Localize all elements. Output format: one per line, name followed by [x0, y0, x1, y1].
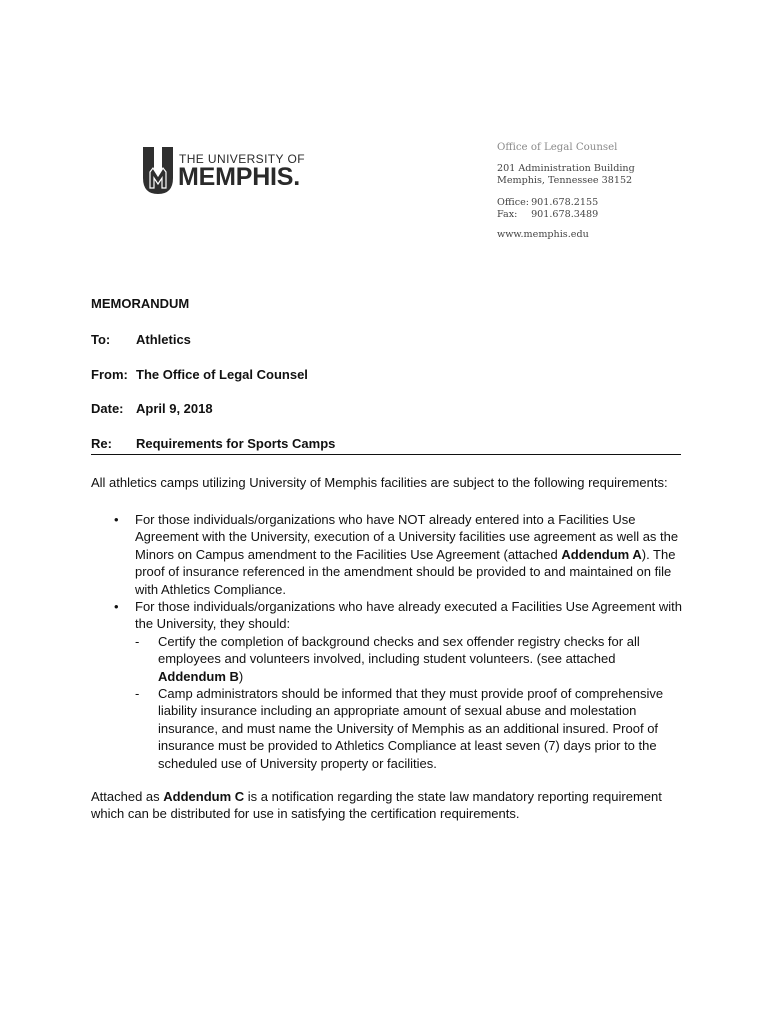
address-line-2: Memphis, Tennessee 38152 [497, 175, 633, 186]
dash-marker: - [135, 633, 140, 649]
closing-paragraph [91, 788, 683, 823]
sub-list-item [91, 685, 683, 772]
logo-line-2: MEMPHIS. [178, 163, 301, 191]
to-value: Athletics [136, 332, 191, 347]
office-phone-row [497, 197, 635, 209]
bullet-1-tail: ). The proof of insurance referenced in the amendment should be provided to and maintained on file with Athletics Compliance. [135, 546, 676, 597]
office-phone-value: 901.678.2155 [531, 197, 599, 208]
date-value: April 9, 2018 [136, 401, 213, 416]
website: www.memphis.edu [497, 229, 589, 240]
dash-1-tail: ) [238, 668, 244, 684]
header-divider [91, 454, 681, 455]
office-address-block [497, 142, 635, 241]
from-value: The Office of Legal Counsel [136, 367, 308, 382]
dash-marker: - [135, 686, 140, 702]
memo-heading: MEMORANDUM [91, 296, 190, 311]
university-logo [142, 146, 305, 198]
address-line-1: 201 Administration Building [497, 163, 635, 174]
from-label: From: [91, 367, 128, 382]
sub-list-item [91, 633, 683, 685]
from-row [91, 367, 308, 382]
to-label: To: [91, 332, 111, 347]
re-value: Requirements for Sports Camps [136, 436, 336, 451]
fax-row [497, 209, 635, 221]
date-row [91, 401, 213, 416]
office-phone-label: Office: [497, 197, 530, 208]
requirements-list [91, 511, 683, 772]
bullet-1-text: For those individuals/organizations who have NOT already entered into a Facilities Use Agreement with the University, execution of a University facilities use agreement as well as the Minors on Campus amendment to the Facilities Use Agreement (attached [135, 512, 679, 562]
logo-line-1: THE UNIVERSITY OF [179, 152, 305, 166]
closing-pre: Attached as [91, 789, 164, 804]
date-label: Date: [91, 401, 124, 416]
office-title: Office of Legal Counsel [497, 142, 618, 153]
fax-label: Fax: [497, 209, 518, 220]
bullet-marker: • [114, 512, 119, 527]
fax-value: 901.678.3489 [531, 209, 599, 220]
addendum-b-ref: Addendum B [158, 668, 239, 684]
to-row [91, 332, 191, 347]
re-row [91, 436, 335, 451]
dash-1-text: Certify the completion of background checks and sex offender registry checks for all employees and volunteers involved, including student volunteers. (see attached [158, 633, 640, 667]
um-monogram-icon [142, 146, 174, 196]
bullet-2-text: For those individuals/organizations who have already executed a Facilities Use Agreement with the University, they should: [135, 599, 683, 632]
list-item [91, 511, 683, 598]
intro-paragraph: All athletics camps utilizing University of Memphis facilities are subject to the following requirements: [91, 475, 668, 490]
dash-2-text: Camp administrators should be informed that they must provide proof of comprehensive liability insurance including an appropriate amount of sexual abuse and molestation insurance, and must name the University of Memphis as an additional insured. Proof of insurance must be provided to Athletics Compliance at least seven (7) days prior to the scheduled use of University property or facilities. [158, 686, 664, 771]
closing-post: is a notification regarding the state law mandatory reporting requirement which can be distributed for use in satisfying the certification requirements. [91, 789, 662, 822]
list-item [91, 598, 683, 633]
bullet-marker: • [114, 599, 119, 615]
re-label: Re: [91, 436, 112, 451]
addendum-a-ref: Addendum A [561, 546, 642, 562]
addendum-c-ref: Addendum C [163, 789, 245, 804]
